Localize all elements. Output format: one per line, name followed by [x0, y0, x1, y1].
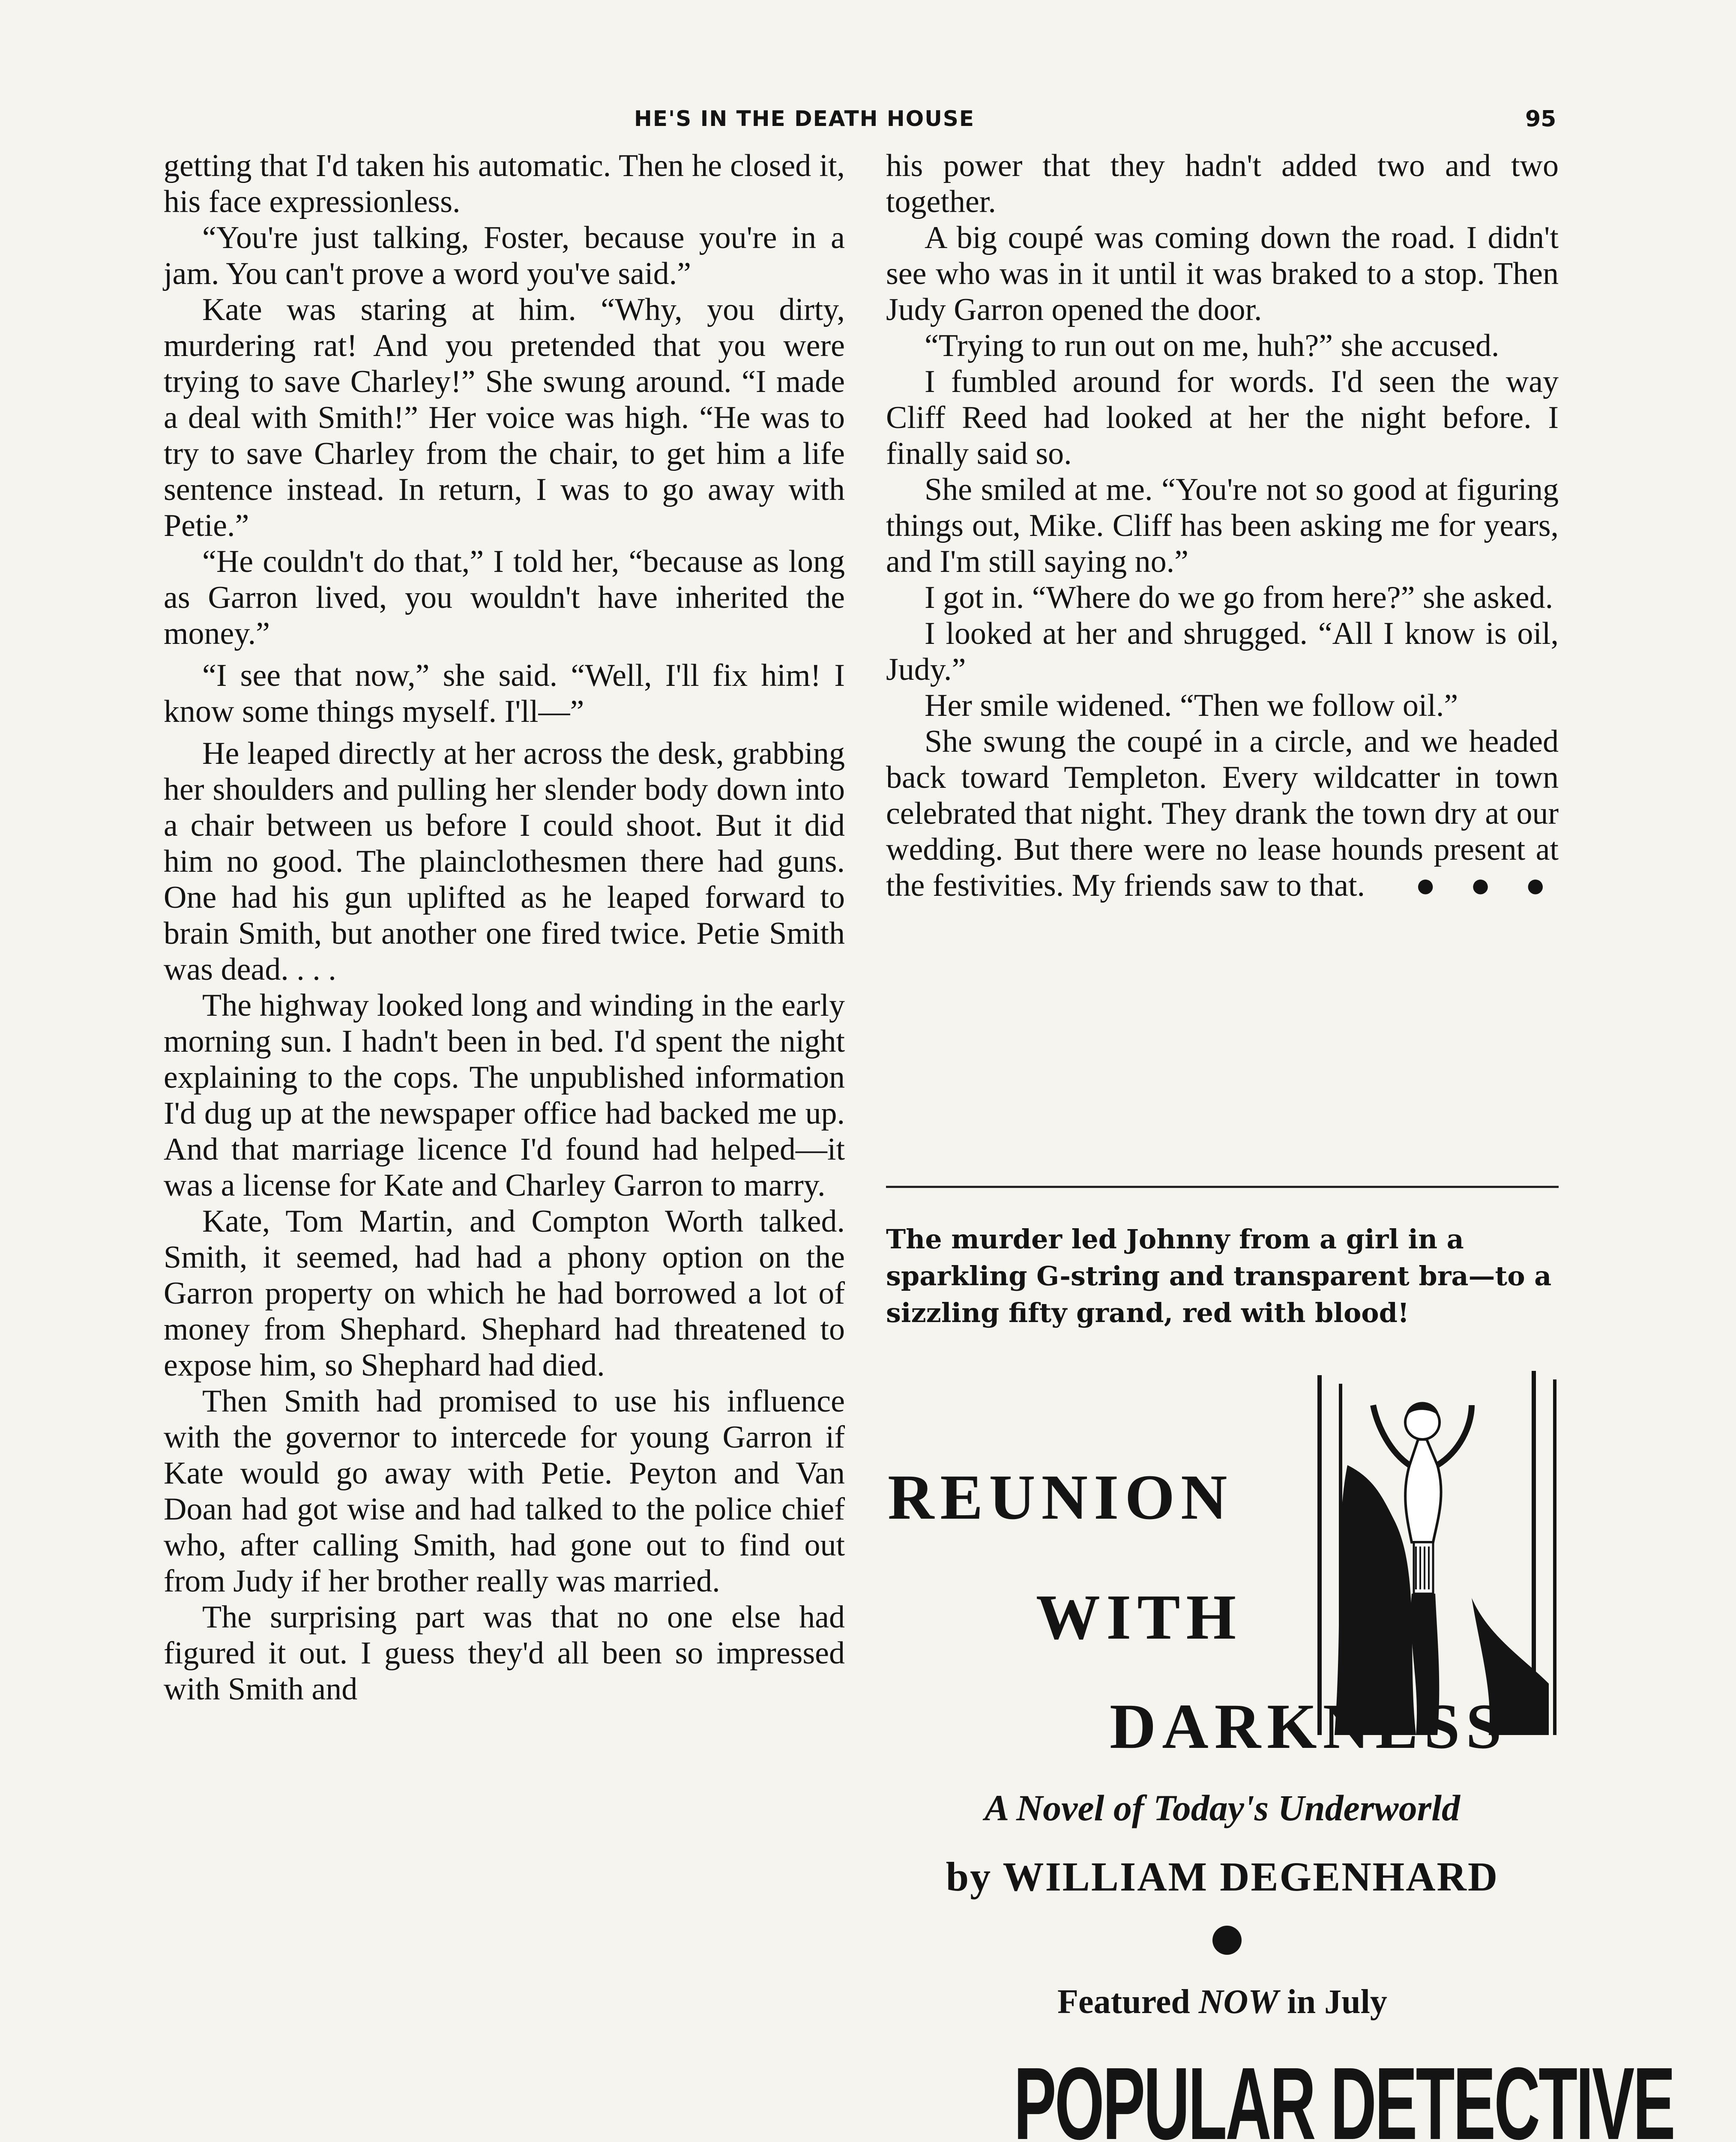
featured-post: in July [1278, 1983, 1387, 2021]
paragraph: Then Smith had promised to use his influence with the governor to intercede for young Garron if Kate would go away with Petie. Peyton and Van Doan had got wise and had talked to the police chief who, after calling Smith, had gone out to find out from Judy if her brother really was married. [164, 1384, 845, 1599]
showgirl-illustration [1309, 1358, 1566, 1735]
ad-title-line-3: DARKNESS [1110, 1691, 1508, 1762]
story-column-left [164, 148, 845, 1707]
paragraph: Her smile widened. “Then we follow oil.” [925, 688, 1458, 723]
paragraph: Kate was staring at him. “Why, you dirty, murdering rat! And you pretended that you were trying to save Charley!” She swung around. “I made a deal with Smith!” Her voice was high. “He was to try to save Charley from the chair, to get him a life sentence instead. In return, I was to go away with Petie.” [164, 292, 845, 543]
paragraph: Kate, Tom Martin, and Compton Worth talked. Smith, it seemed, had had a phony option on the Garron property on which he had borrowed a lot of money from Shephard. Shephard had threatened to expose him, so Shephard had died. [164, 1204, 845, 1383]
page-number: 95 [1525, 106, 1556, 132]
paragraph: She smiled at me. “You're not so good at figuring things out, Mike. Cliff has been asking me for years, and I'm still saying no.” [886, 472, 1559, 579]
paragraph: The highway looked long and winding in the early morning sun. I hadn't been in bed. I'd spent the night explaining to the cops. The unpublished information I'd dug up at the newspaper office had backed me up. And that marriage licence I'd found had helped—it was a license for Kate and Charley Garron to marry. [164, 988, 845, 1203]
paragraph: his power that they hadn't added two and two together. [886, 148, 1559, 219]
ad-subtitle: A Novel of Today's Underworld [984, 1787, 1461, 1828]
story-column-right [886, 148, 1559, 903]
paragraph: “You're just talking, Foster, because you're in a jam. You can't prove a word you've said.” [164, 220, 845, 291]
ad-title-line-1: REUNION [888, 1462, 1233, 1533]
ad-title-line-2: WITH [1036, 1582, 1242, 1653]
paragraph: “I see that now,” she said. “Well, I'll fix him! I know some things myself. I'll—” [164, 658, 845, 729]
ad-teaser: The murder led Johnny from a girl in a sparkling G-string and transparent bra—to a sizzling fifty grand, red with blood! [886, 1224, 1552, 1328]
ad-author: by WILLIAM DEGENHARD [946, 1854, 1499, 1900]
paragraph [886, 724, 1559, 903]
paragraph: I got in. “Where do we go from here?” she asked. [925, 580, 1553, 615]
divider-rule [886, 1186, 1559, 1188]
ad-bullet-dot [1212, 1926, 1242, 1955]
paragraph: “He couldn't do that,” I told her, “because as long as Garron lived, you wouldn't have inherited the money.” [164, 544, 845, 651]
ad-featured-line [886, 1983, 1559, 2022]
running-title: HE'S IN THE DEATH HOUSE [634, 106, 975, 131]
featured-now: NOW [1198, 1983, 1279, 2021]
paragraph: getting that I'd taken his automatic. Then he closed it, his face expressionless. [164, 148, 845, 219]
paragraph: The surprising part was that no one else had figured it out. I guess they'd all been so impressed with Smith and [164, 1600, 845, 1707]
paragraph: A big coupé was coming down the road. I didn't see who was in it until it was braked to a stop. Then Judy Garron opened the door. [886, 220, 1559, 327]
paragraph-text: She swung the coupé in a circle, and we headed back toward Templeton. Every wildcatter in town celebrated that night. They drank the town dry at our wedding. But there were no lease hounds present at the festivities. My friends saw to that. [886, 724, 1559, 903]
end-of-story-dots: ● ● ● [1415, 867, 1559, 904]
paragraph: “Trying to run out on me, huh?” she accused. [925, 328, 1500, 363]
paragraph: He leaped directly at her across the desk, grabbing her shoulders and pulling her slender body down into a chair between us before I could shoot. But it did him no good. The plainclothesmen there had guns. One had his gun uplifted as he leaped forward to brain Smith, but another one fired twice. Petie Smith was dead. . . . [164, 736, 845, 987]
paragraph: I fumbled around for words. I'd seen the way Cliff Reed had looked at her the night before. I finally said so. [886, 364, 1559, 471]
featured-pre: Featured [1057, 1983, 1199, 2021]
magazine-name: POPULAR DETECTIVE [1014, 2046, 1674, 2142]
paragraph: I looked at her and shrugged. “All I know is oil, Judy.” [886, 616, 1559, 687]
